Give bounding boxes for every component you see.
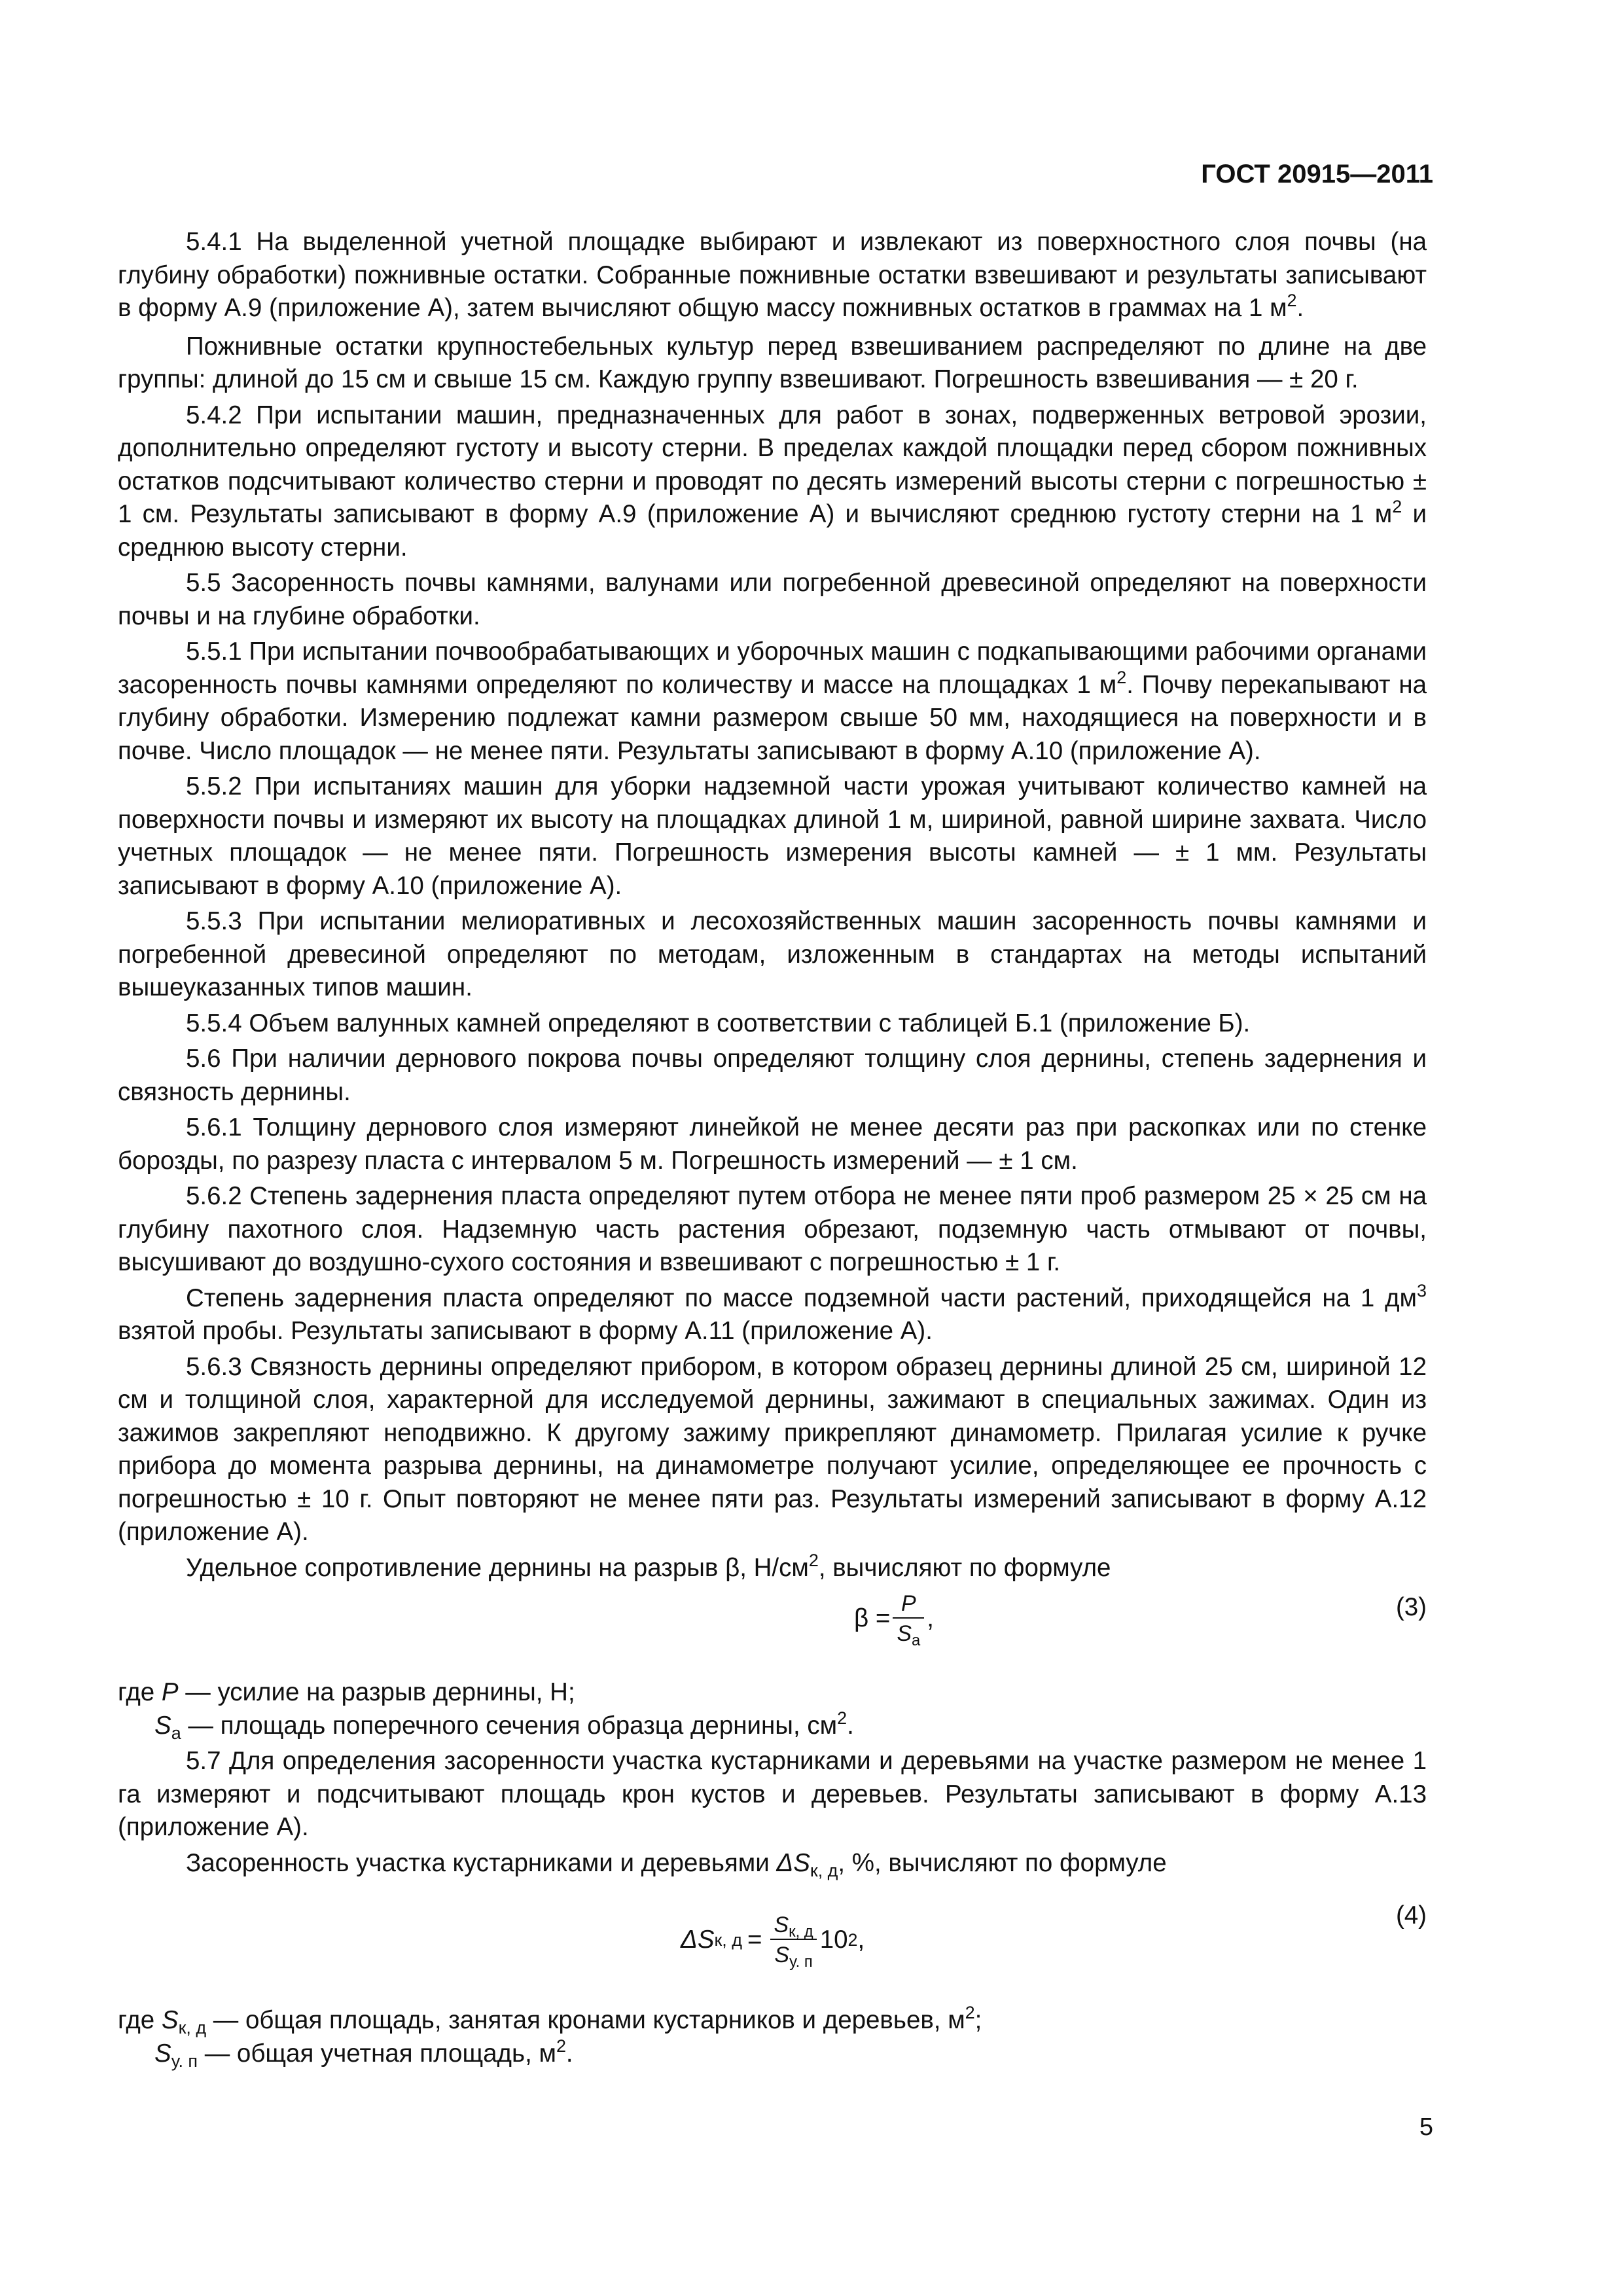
document-body — [118, 226, 1427, 2070]
document-standard-number: ГОСТ 20915—2011 — [1201, 160, 1433, 188]
formula-3-expression: β = $\frac{P}{S_а}$ , — [854, 1591, 934, 1650]
paragraph-5-5: 5.5 Засоренность почвы камнями, валунами или погребенной древесиной определяют на поверхности почвы и на глубине обработки. — [118, 569, 1427, 630]
formula-4-lhs: ΔS — [681, 1925, 715, 1954]
formula-3-lhs: β = — [854, 1604, 891, 1632]
paragraph-5-7: 5.7 Для определения засоренности участка кустарниками и деревьями на участке размером не менее 1 га измеряют и подсчитывают площадь крон кустов и деревьев. Результаты записывают в форму А.13 (приложение А). — [118, 1747, 1427, 1841]
formula-4-number: (4) — [1395, 1901, 1427, 1929]
paragraph-5-5-3: 5.5.3 При испытании мелиоративных и лесохозяйственных машин засоренность почвы камнями и погребенной древесиной определяют по методам, изложенным в стандартах на методы испытаний вышеуказанных типов машин. — [118, 907, 1427, 1001]
formula-4-expression: ΔS к, д = $\frac{S_{к, д}}{S_{у. п}}$ 10 2 , — [681, 1912, 865, 1971]
where-4-line-1: где $S_{к, д}$ — общая площадь, занятая кронами кустарников и деревьев, $м^2$; — [118, 2003, 982, 2038]
formula-4-numerator: $S_{к, д}$ — [774, 1912, 813, 1941]
paragraph-5-6-3: 5.6.3 Связность дернины определяют прибором, в котором образец дернины длиной 25 см, шириной 12 см и толщиной слоя, характерной для исследуемой дернины, зажимают в специальных зажимах. Один из зажимов закрепляют неподвижно. К другому зажиму прикрепляют динамометр. Прилагая усилие к ручке прибора до момента разрыва дернины, на динамометре получают усилие, определяющее ее прочность с погрешностью ± 10 г. Опыт повторяют не менее пяти раз. Результаты измерений записывают в форму А.12 (приложение А). — [118, 1352, 1427, 1546]
formula-4-denominator: $S_{у. п}$ — [770, 1939, 816, 1967]
where-3-line-1: где P — усилие на разрыв дернины, Н; — [118, 1678, 575, 1706]
paragraph-5-5-2: 5.5.2 При испытаниях машин для уборки надземной части урожая учитывают количество камней на поверхности почвы и измеряют их высоту на площадках длиной 1 м, шириной, равной ширине захвата. Число учетных площадок — не менее пяти. Погрешность измерения высоты камней — ± 1 мм. Результаты записывают в форму А.10 (приложение А). — [118, 772, 1427, 900]
formula-3-number: (3) — [1395, 1593, 1427, 1621]
paragraph-5-4-1: 5.4.1 На выделенной учетной площадке выбирают и извлекают из поверхностного слоя почвы (на глубину обработки) пожнивные остатки. Собранные пожнивные остатки взвешивают и результаты записывают в форму А.9 (приложение А), затем вычисляют общую массу пожнивных остатков в граммах на 1 $м^2$. — [118, 228, 1427, 322]
where-3-line-2: $S_а$ — площадь поперечного сечения образца дернины, $см^2$. — [154, 1708, 854, 1743]
paragraph-5-6-2: 5.6.2 Степень задернения пласта определяют путем отбора не менее пяти проб размером 25 × 25 см на глубину пахотного слоя. Надземную часть растения обрезают, подземную часть отмывают от почвы, высушивают до воздушно-сухого состояния и взвешивают с погрешностью ± 1 г. — [118, 1182, 1427, 1276]
page-number: 5 — [1419, 2113, 1433, 2141]
paragraph-5-6: 5.6 При наличии дернового покрова почвы определяют толщину слоя дернины, степень задернения и связность дернины. — [118, 1045, 1427, 1106]
formula-3-numerator: P — [901, 1591, 916, 1616]
paragraph-5-4-2: 5.4.2 При испытании машин, предназначенных для работ в зонах, подверженных ветровой эрозии, дополнительно определяют густоту и высоту стерни. В пределах каждой площадки перед сбором пожнивных остатков подсчитывают количество стерни и проводят по десять измерений высоты стерни с погрешностью ± 1 см. Результаты записывают в форму А.9 (приложение А) и вычисляют среднюю густоту стерни на 1 $м^2$ и среднюю высоту стерни. — [118, 401, 1427, 562]
paragraph-shrub-contamination: Засоренность участка кустарниками и деревьями $\Delta S_{к, д}$, %, вычисляют по формуле — [186, 1848, 1167, 1880]
where-4-line-2: $S_{у. п}$ — общая учетная площадь, $м^2$. — [154, 2036, 573, 2071]
formula-4 — [118, 1899, 1427, 1998]
paragraph-5-5-1: 5.5.1 При испытании почвообрабатывающих и уборочных машин с подкапывающими рабочими органами засоренность почвы камнями определяют по количеству и массе на площадках 1 $м^2$. Почву перекапывают на глубину обработки. Измерению подлежат камни размером свыше 50 мм, находящиеся на поверхности и в почве. Число площадок — не менее пяти. Результаты записывают в форму А.10 (приложение А). — [118, 637, 1427, 765]
paragraph-sod-degree: Степень задернения пласта определяют по массе подземной части растений, приходящейся на 1 $дм^3$ взятой пробы. Результаты записывают в форму А.11 (приложение А). — [118, 1280, 1427, 1345]
paragraph-5-6-1: 5.6.1 Толщину дернового слоя измеряют линейкой не менее десяти раз при раскопках или по стенке борозды, по разрезу пласта с интервалом 5 м. Погрешность измерений — ± 1 см. — [118, 1113, 1427, 1175]
paragraph-5-5-4: 5.5.4 Объем валунных камней определяют в соответствии с таблицей Б.1 (приложение Б). — [186, 1009, 1251, 1037]
paragraph-stubble-residues: Пожнивные остатки крупностебельных культур перед взвешиванием распределяют по длине на две группы: длиной до 15 см и свыше 15 см. Каждую группу взвешивают. Погрешность взвешивания — ± 20 г. — [118, 332, 1427, 393]
formula-4-fraction — [770, 1912, 817, 1971]
paragraph-specific-resistance: Удельное сопротивление дернины на разрыв β, $Н/см^2$, вычисляют по формуле — [186, 1550, 1111, 1582]
formula-3-fraction — [893, 1591, 924, 1650]
formula-3-denominator: $S_а$ — [893, 1617, 924, 1646]
formula-3 — [118, 1591, 1427, 1670]
